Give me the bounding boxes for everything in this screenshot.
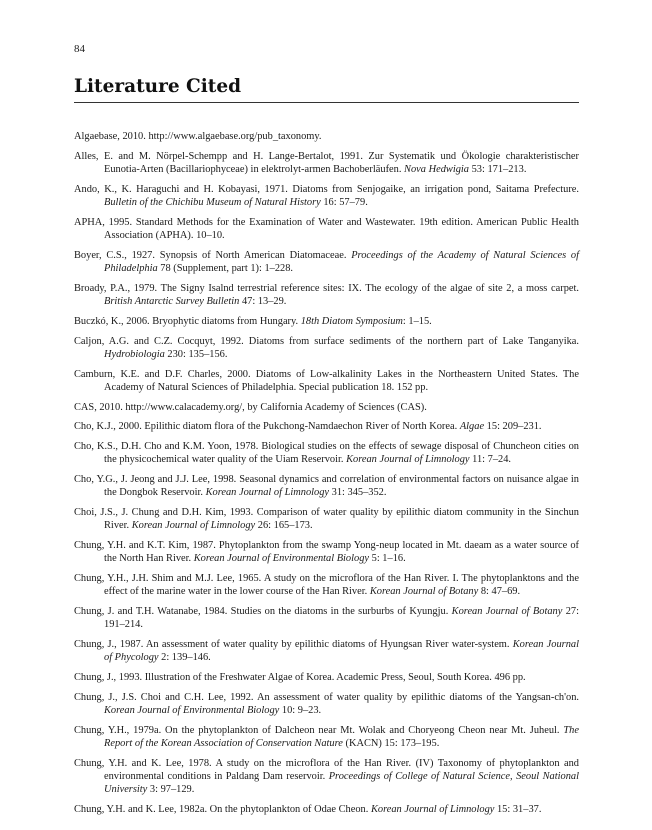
section-heading: Literature Cited (74, 76, 242, 97)
reference-entry: Ando, K., K. Haraguchi and H. Kobayasi, 1971. Diatoms from Senjogaike, an irrigation pond, Saitama Prefecture. Bulletin of the Chichibu Museum of Natural History 16: 57–79. (74, 183, 579, 208)
reference-entry: Chung, Y.H. and K. Lee, 1978. A study on the microflora of the Han River. (IV) Taxonomy of phytoplankton and environmental conditions in Paldang Dam reservoir. Proceedings of College of Natural Science, Seoul National University 3: 97–129. (74, 757, 579, 796)
reference-entry: Cho, Y.G., J. Jeong and J.J. Lee, 1998. Seasonal dynamics and correlation of environmental factors on nuisance algae in the Dongbok Reservoir. Korean Journal of Limnology 31: 345–352. (74, 474, 579, 499)
reference-entry: Cho, K.S., D.H. Cho and K.M. Yoon, 1978. Biological studies on the effects of sewage disposal of Chuncheon cities on the physicochemical water quality of the Uiam Reservoir. Korean Journal of Limnology 11: 7–24. (74, 441, 579, 466)
reference-entry: Chung, Y.H. and K.T. Kim, 1987. Phytoplankton from the swamp Yong-neup located in Mt. daeam as a water source of the North Han River. Korean Journal of Environmental Biology 5: 1–16. (74, 540, 579, 565)
reference-entry: Chung, J. and T.H. Watanabe, 1984. Studies on the diatoms in the surburbs of Kyungju. Korean Journal of Botany 27: 191–214. (74, 606, 579, 631)
reference-entry: Chung, J., 1987. An assessment of water quality by epilithic diatoms of Hyungsan River water-system. Korean Journal of Phycology 2: 139–146. (74, 639, 579, 664)
reference-entry: Caljon, A.G. and C.Z. Cocquyt, 1992. Diatoms from surface sediments of the northern part of Lake Tanganyika. Hydrobiologia 230: 135–156. (74, 335, 579, 360)
reference-entry: Chung, Y.H., J.H. Shim and M.J. Lee, 1965. A study on the microflora of the Han River. I. The phytoplanktons and the effect of the marine water in the lower course of the Han River. Korean Journal of Botany 8: 47–69. (74, 573, 579, 598)
reference-entry: Chung, J., J.S. Choi and C.H. Lee, 1992. An assessment of water quality by epilithic diatoms of the Yangsan-ch'on. Korean Journal of Environmental Biology 10: 9–23. (74, 691, 579, 717)
reference-entry: Choi, J.S., J. Chung and D.H. Kim, 1993. Comparison of water quality by epilithic diatom community in the Sinchun River. Korean Journal of Limnology 26: 165–173. (74, 507, 579, 532)
reference-entry: Broady, P.A., 1979. The Signy Isalnd terrestrial reference sites: IX. The ecology of the algae of site 2, a moss carpet. British Antarctic Survey Bulletin 47: 13–29. (74, 282, 579, 307)
reference-list (74, 130, 579, 823)
reference-entry: Algaebase, 2010. http://www.algaebase.org/pub_taxonomy. (74, 131, 322, 142)
reference-entry: APHA, 1995. Standard Methods for the Examination of Water and Wastewater. 19th edition. American Public Health Association (APHA). 10–10. (74, 216, 579, 241)
reference-entry: Camburn, K.E. and D.F. Charles, 2000. Diatoms of Low-alkalinity Lakes in the Northeastern United States. The Academy of Natural Sciences of Philadelphia. Special publication 18. 152 pp. (74, 368, 579, 393)
reference-entry: CAS, 2010. http://www.calacademy.org/, by California Academy of Sciences (CAS). (74, 401, 427, 413)
reference-entry: Boyer, C.S., 1927. Synopsis of North American Diatomaceae. Proceedings of the Academy of Natural Sciences of Philadelphia 78 (Supplement, part 1): 1–228. (74, 249, 579, 274)
heading-divider (74, 102, 579, 103)
reference-entry: Chung, Y.H. and K. Lee, 1982a. On the phytoplankton of Odae Cheon. Korean Journal of Limnology 15: 31–37. (74, 804, 542, 816)
reference-entry: Chung, J., 1993. Illustration of the Freshwater Algae of Korea. Academic Press, Seoul, South Korea. 496 pp. (74, 672, 526, 684)
reference-entry: Alles, E. and M. Nörpel-Schempp and H. Lange-Bertalot, 1991. Zur Systematik und Ökologie charakteristischer Eunotia-Arten (Bacillariophyceae) in elektrolyt-armen Bachoberläufen. Nova Hedwigia 53: 171–213. (74, 150, 579, 175)
reference-entry: Cho, K.J., 2000. Epilithic diatom flora of the Pukchong-Namdaechon River of North Korea. Algae 15: 209–231. (74, 421, 542, 433)
reference-entry: Buczkó, K., 2006. Bryophytic diatoms from Hungary. 18th Diatom Symposium: 1–15. (74, 315, 432, 327)
page-number: 84 (74, 43, 85, 55)
reference-entry: Chung, Y.H., 1979a. On the phytoplankton of Dalcheon near Mt. Wolak and Choryeong Cheon near Mt. Juheul. The Report of the Korean Association of Conservation Nature (KACN) 15: 173–195. (74, 724, 579, 750)
